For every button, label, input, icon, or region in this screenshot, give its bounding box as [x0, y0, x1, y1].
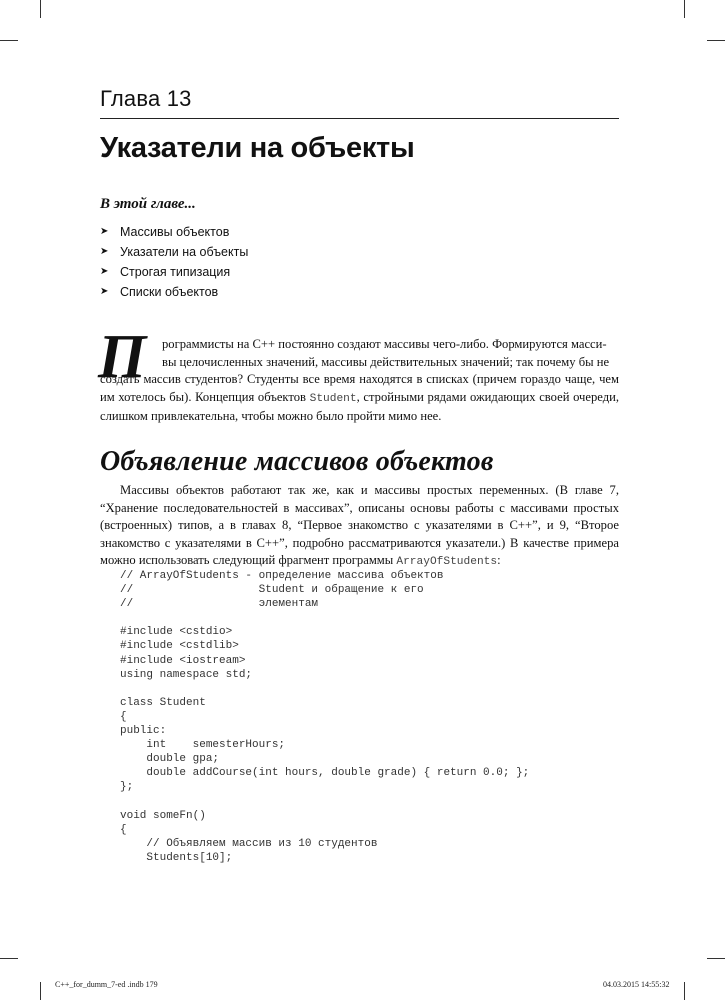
crop-mark — [40, 0, 41, 18]
code-listing: // ArrayOfStudents - определение массива объектов // Student и обращение к его // элементам #include <cstdio> #include <cstdlib> #include <iostream> using namespace std; class Student { public: int semesterHours; double gpa; double addCourse(int hours, double grade) { return 0.0; }; }; void someFn() { // Объявляем массив из 10 студентов Students[10]; — [120, 570, 530, 864]
crop-mark — [684, 982, 685, 1000]
topic-item: ➤ Указатели на объекты — [100, 242, 248, 262]
crop-mark — [684, 0, 685, 18]
body-paragraph: Массивы объектов работают так же, как и массивы простых переменных. (В главе 7, “Хранение последовательностей в массивах”, описаны основы работы с массивами простых (встроенных) типов, а в главах 8, “Первое знакомство с указателями в С++”, и 9, “Второе знакомство с указателями в С++”, подробно рассматриваются указатели.) В качестве примера можно использовать следующий фрагмент программы ArrayOfStudents: — [100, 483, 619, 568]
intro-paragraph — [98, 323, 619, 426]
topics-list — [100, 222, 248, 302]
section-title: Объявление массивов объектов — [100, 446, 494, 477]
chapter-label: Глава 13 — [100, 86, 192, 111]
arrow-bullet-icon: ➤ — [100, 286, 109, 297]
crop-mark — [0, 958, 18, 959]
arrow-bullet-icon: ➤ — [100, 266, 109, 277]
inline-code: Student — [309, 392, 357, 405]
drop-cap: П — [98, 323, 147, 391]
topic-item: ➤ Списки объектов — [100, 282, 248, 302]
inline-code: ArrayOfStudents — [396, 556, 498, 568]
arrow-bullet-icon: ➤ — [100, 226, 109, 237]
arrow-bullet-icon: ➤ — [100, 246, 109, 257]
in-this-chapter-heading: В этой главе... — [100, 196, 196, 212]
topic-item: ➤ Массивы объектов — [100, 222, 248, 242]
footer-file-info: C++_for_dumm_7-ed .indb 179 — [55, 980, 158, 989]
chapter-rule — [100, 118, 619, 119]
crop-mark — [707, 958, 725, 959]
topic-item: ➤ Строгая типизация — [100, 262, 248, 282]
intro-line: вы целочисленных значений, массивы действительных значений; так почему бы не — [162, 354, 610, 369]
crop-mark — [707, 40, 725, 41]
intro-text: создать массив студентов? Студенты все время находятся в списках (причем гораздо чаще, чем им хотелось бы). Концепция объектов Student, стройными рядами ожидающих своей очереди, слишком привлекательна, чтобы можно было пройти мимо нее. — [100, 372, 619, 423]
footer-timestamp: 04.03.2015 14:55:32 — [603, 980, 670, 989]
crop-mark — [40, 982, 41, 1000]
chapter-title: Указатели на объекты — [100, 132, 415, 164]
crop-mark — [0, 40, 18, 41]
intro-line: рограммисты на С++ постоянно создают массивы чего-либо. Формируются масси- — [162, 337, 607, 351]
